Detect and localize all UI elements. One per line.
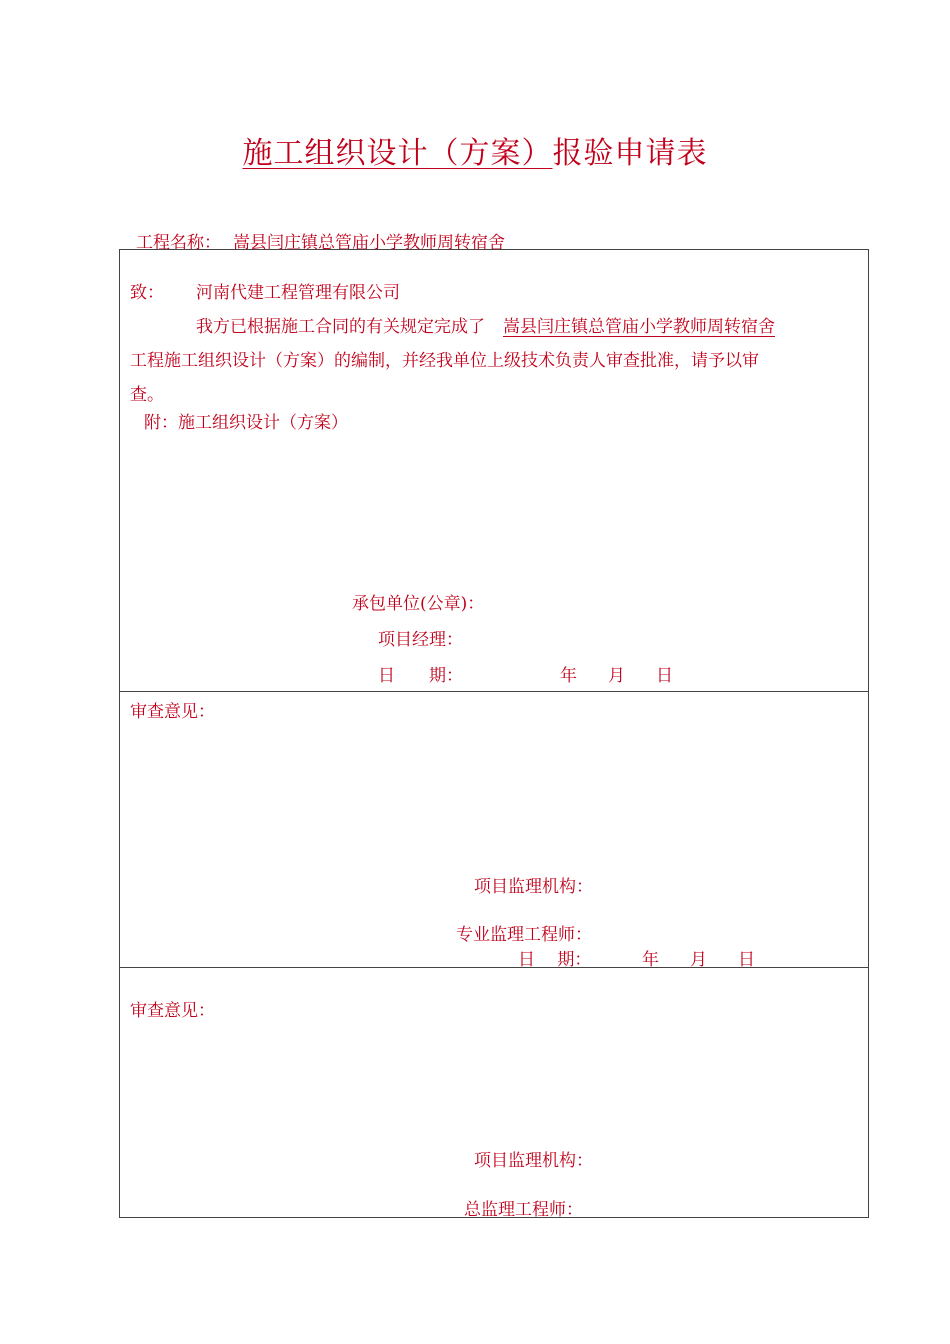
page-title [0, 128, 950, 172]
date-day-2: 日 [738, 950, 755, 970]
to-company: 河南代建工程管理有限公司 [196, 283, 400, 303]
date-label-1: 日 期： [378, 666, 463, 686]
date-day-1: 日 [656, 666, 673, 686]
attachment-note: 附：施工组织设计（方案） [144, 413, 348, 433]
date-label-2: 日 期： [518, 950, 592, 970]
statement-line-1 [196, 312, 775, 337]
statement-project: 嵩县闫庄镇总管庙小学教师周转宿舍 [503, 317, 775, 337]
chief-engineer-label: 总监理工程师： [464, 1200, 583, 1220]
project-name: 嵩县闫庄镇总管庙小学教师周转宿舍 [233, 233, 505, 253]
contractor-label: 承包单位(公章)： [352, 594, 485, 614]
supervision-org-label-2: 项目监理机构： [474, 1151, 593, 1171]
date-month-1: 月 [608, 666, 625, 686]
date-year-1: 年 [560, 666, 577, 686]
supervision-org-label-1: 项目监理机构： [474, 877, 593, 897]
page-title-rest: 报验申请表 [552, 136, 708, 171]
date-month-2: 月 [690, 950, 707, 970]
project-label: 工程名称： [136, 233, 221, 253]
manager-label: 项目经理： [378, 630, 463, 650]
statement-line-3: 查。 [130, 385, 164, 405]
opinion-label-2: 审查意见： [130, 1001, 215, 1021]
date-year-2: 年 [642, 950, 659, 970]
statement-line-2: 工程施工组织设计（方案）的编制，并经我单位上级技术负责人审查批准，请予以审 [130, 351, 759, 371]
page-title-underlined: 施工组织设计（方案） [242, 136, 553, 171]
opinion-label-1: 审查意见： [130, 702, 215, 722]
specialist-engineer-label: 专业监理工程师： [456, 925, 592, 945]
statement-text: 我方已根据施工合同的有关规定完成了 [196, 317, 485, 337]
review-section-2 [119, 967, 869, 1218]
to-label: 致： [130, 283, 164, 303]
